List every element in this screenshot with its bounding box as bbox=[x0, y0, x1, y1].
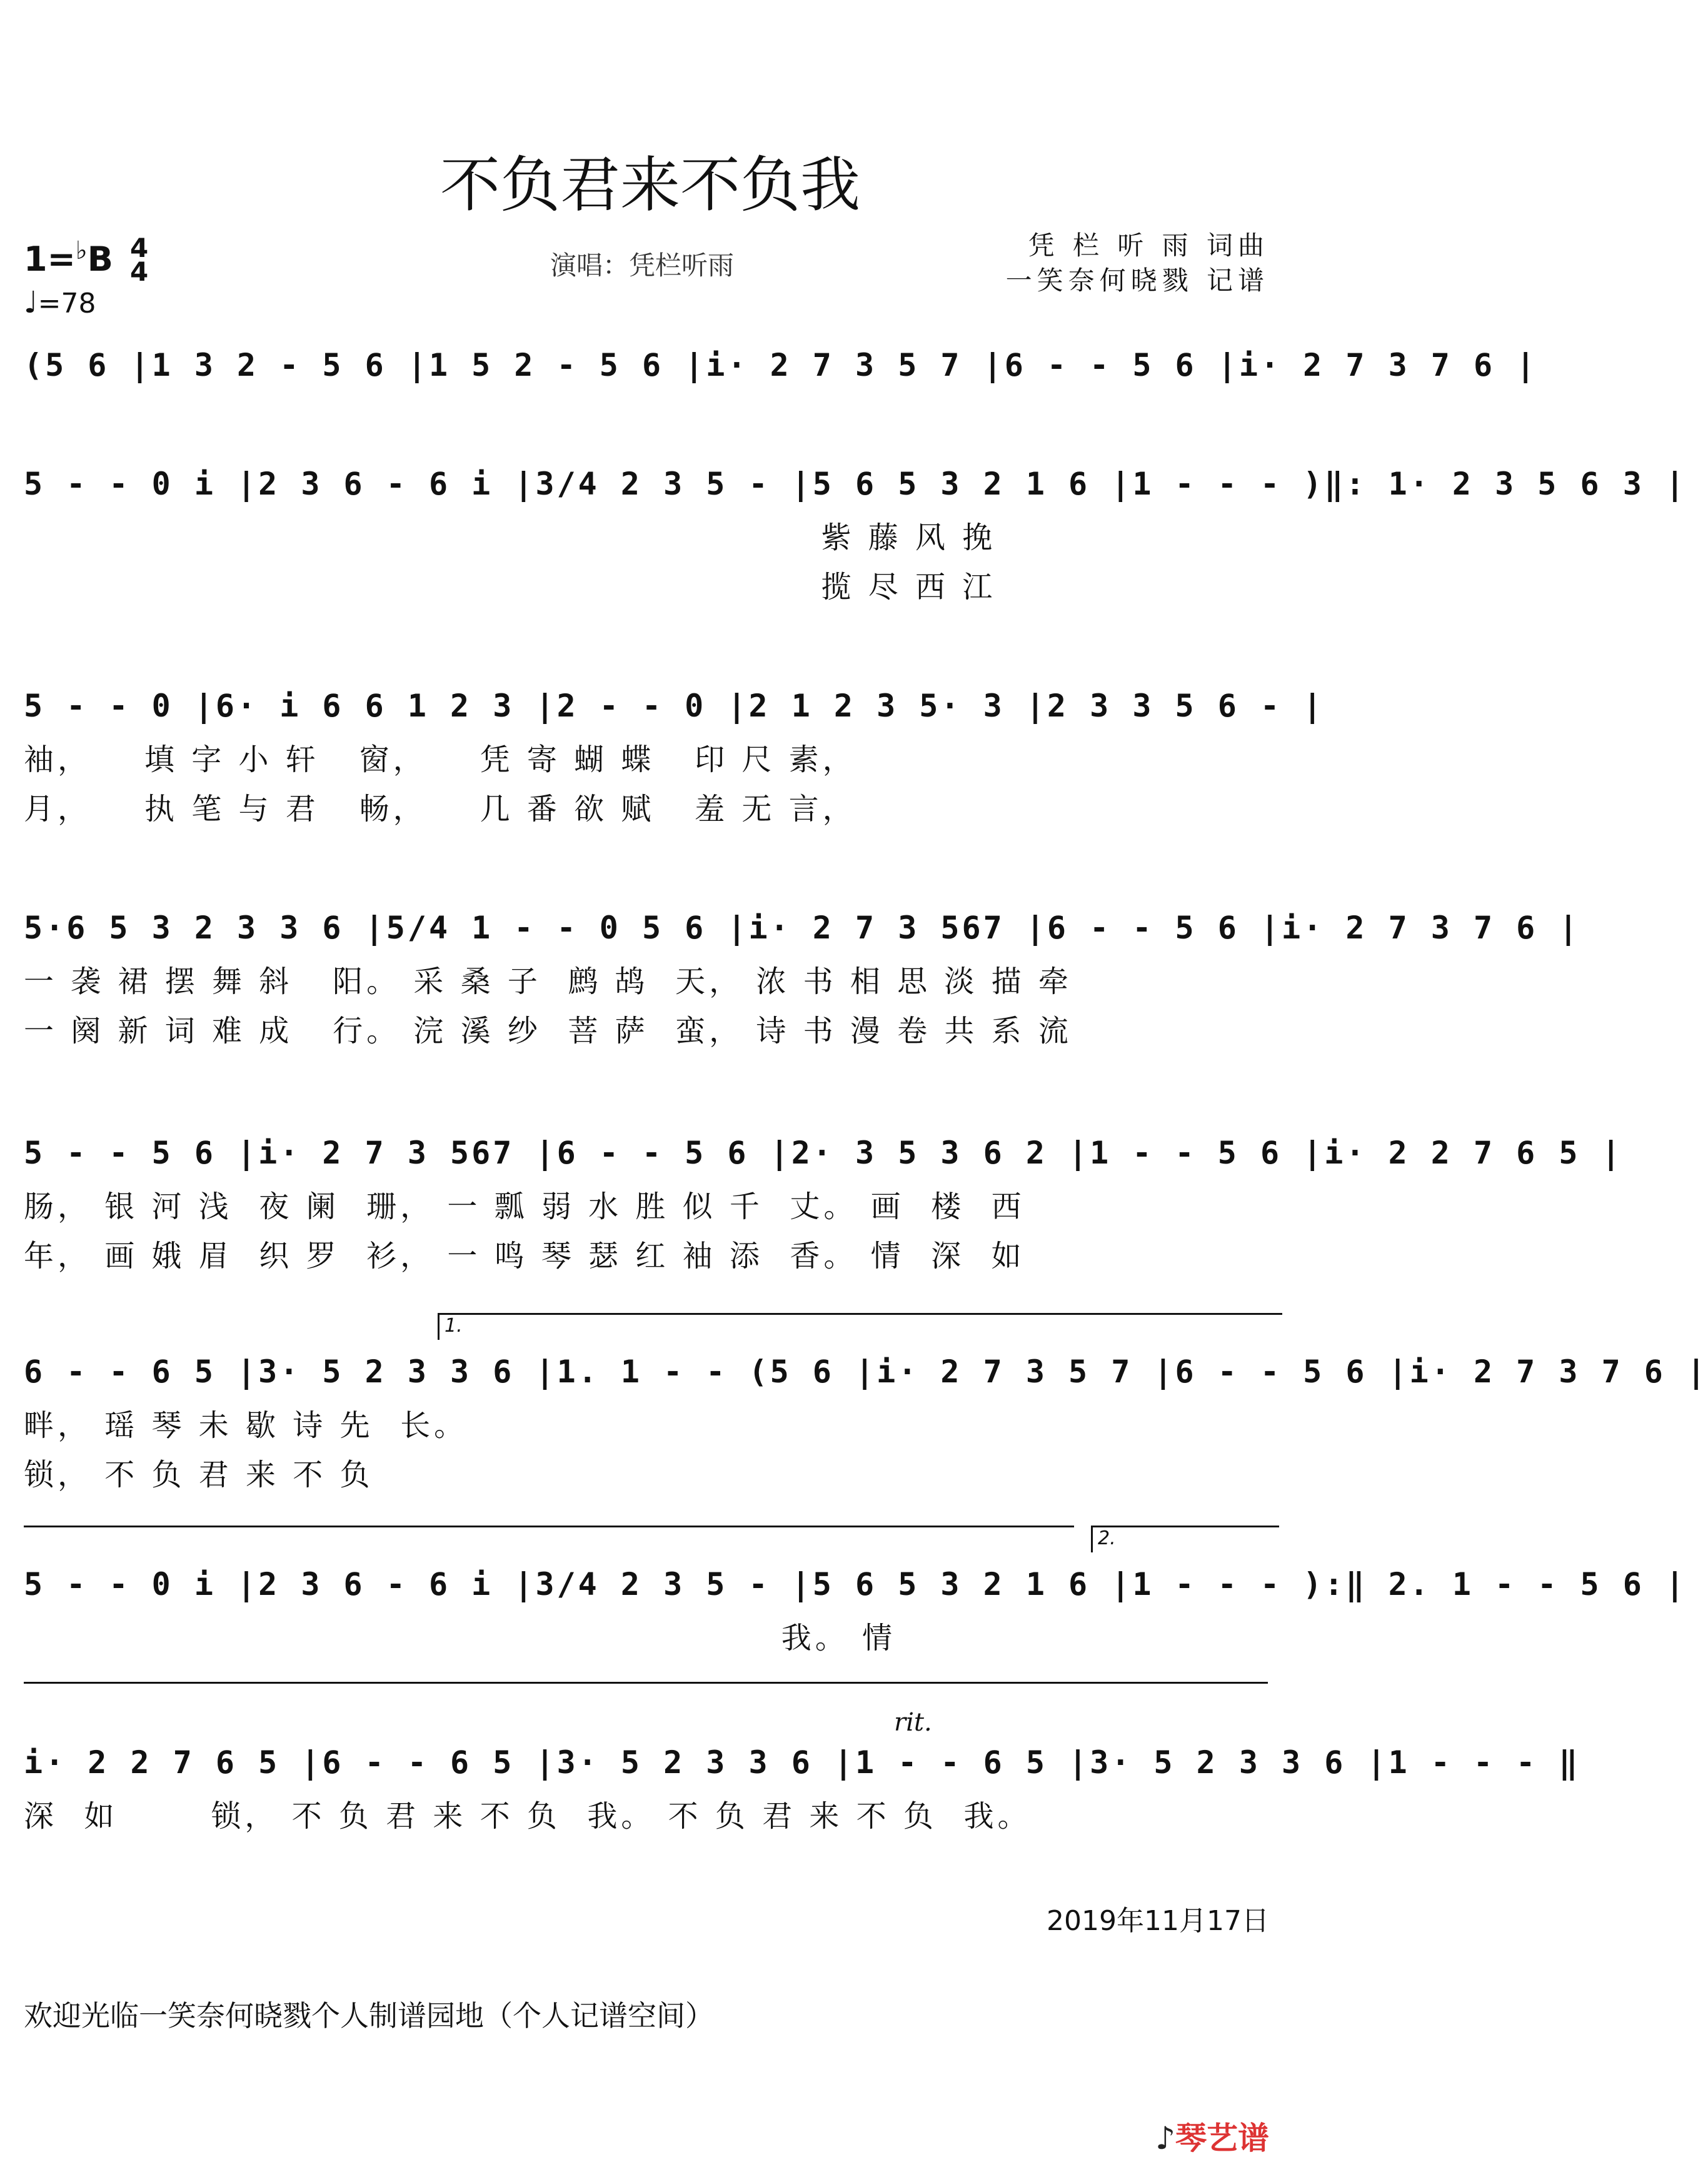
notes-row-4: 5·6 5 3 2 3 3 6 |5/4 1 - - 0 5 6 |i· 2 7 3 567 |6 - - 5 6 |i· 2 7 3 7 6 | bbox=[24, 910, 1580, 946]
logo-text: 琴艺谱 bbox=[1175, 2120, 1269, 2156]
key-prefix: 1= bbox=[24, 239, 76, 279]
transcriber-credit: 一笑奈何晓戮 记谱 bbox=[1005, 265, 1269, 296]
notes-row-1: (5 6 |1 3 2 - 5 6 |1 5 2 - 5 6 |i· 2 7 3 5 7 |6 - - 5 6 |i· 2 7 3 7 6 | bbox=[24, 347, 1538, 383]
lyrics-row-2-verse-2: 揽 尽 西 江 bbox=[24, 570, 997, 605]
volta-first-ending bbox=[438, 1313, 1282, 1340]
volta-second-continuation bbox=[24, 1682, 1268, 1684]
page-title: 不负君来不负我 bbox=[440, 150, 860, 220]
staff-row-3 bbox=[24, 688, 1325, 828]
time-signature bbox=[130, 233, 149, 287]
staff-row-2 bbox=[24, 466, 1687, 606]
key-signature bbox=[24, 236, 113, 279]
lyrics-row-4-verse-2: 一 阕 新 词 难 成 行。 浣 溪 纱 菩 萨 蛮， 诗 书 漫 卷 共 系 流 bbox=[24, 1013, 1072, 1048]
notes-row-3: 5 - - 0 |6· i 6 6 1 2 3 |2 - - 0 |2 1 2 3 5· 3 |2 3 3 5 6 - | bbox=[24, 688, 1325, 724]
volta-first-label: 1. bbox=[445, 1315, 463, 1337]
lyrics-row-3-verse-1: 袖， 填 字 小 轩 窗， 凭 寄 蝴 蝶 印 尺 素， bbox=[24, 742, 857, 777]
notes-row-7: 5 - - 0 i |2 3 6 - 6 i |3/4 2 3 5 - |5 6 5 3 2 1 6 |1 - - - ):‖ 2. 1 - - 5 6 | bbox=[24, 1566, 1687, 1602]
lyrics-row-4-verse-1: 一 袭 裙 摆 舞 斜 阳。 采 桑 子 鹧 鸪 天， 浓 书 相 思 淡 描 牵 bbox=[24, 964, 1072, 999]
tempo-marking bbox=[24, 285, 96, 320]
lyrics-row-2-verse-1: 紫 藤 风 挽 bbox=[24, 520, 997, 555]
staff-row-8 bbox=[24, 1744, 1580, 1835]
staff-row-7 bbox=[24, 1566, 1687, 1657]
notes-row-5: 5 - - 5 6 |i· 2 7 3 567 |6 - - 5 6 |2· 3 5 3 6 2 |1 - - 5 6 |i· 2 2 7 6 5 | bbox=[24, 1135, 1623, 1171]
staff-row-1 bbox=[24, 347, 1538, 383]
lyrics-row-6-verse-2: 锁， 不 负 君 来 不 负 bbox=[24, 1457, 374, 1492]
key-note: B bbox=[87, 239, 113, 279]
site-logo bbox=[1155, 2113, 1269, 2158]
singer-credit: 演唱：凭栏听雨 bbox=[550, 250, 735, 281]
lyrics-row-5-verse-1: 肠， 银 河 浅 夜 阑 珊， 一 瓢 弱 水 胜 似 千 丈。 画 楼 西 bbox=[24, 1189, 1025, 1224]
credits bbox=[1006, 228, 1269, 298]
staff-row-6 bbox=[24, 1354, 1708, 1494]
notes-row-8: i· 2 2 7 6 5 |6 - - 6 5 |3· 5 2 3 3 6 |1 - - 6 5 |3· 5 2 3 3 6 |1 - - - ‖ bbox=[24, 1744, 1580, 1781]
logo-icon: ♪ bbox=[1155, 2120, 1175, 2156]
tempo-value: =78 bbox=[38, 288, 96, 319]
notes-row-2: 5 - - 0 i |2 3 6 - 6 i |3/4 2 3 5 - |5 6 5 3 2 1 6 |1 - - - )‖: 1· 2 3 5 6 3 | bbox=[24, 466, 1687, 502]
composer-credit: 凭 栏 听 雨 词曲 bbox=[1028, 230, 1269, 261]
volta-first-continuation bbox=[24, 1526, 1074, 1527]
lyrics-row-5-verse-2: 年， 画 娥 眉 织 罗 衫， 一 鸣 琴 瑟 红 袖 添 香。 情 深 如 bbox=[24, 1239, 1025, 1274]
lyrics-row-8-verse-1: 深 如 锁， 不 负 君 来 不 负 我。 不 负 君 来 不 负 我。 bbox=[24, 1799, 1032, 1834]
lyrics-row-7-verse-1: 我。 情 bbox=[24, 1621, 896, 1656]
staff-row-5 bbox=[24, 1135, 1623, 1275]
footer-text: 欢迎光临一笑奈何晓戮个人制谱园地（个人记谱空间） bbox=[24, 1999, 714, 2033]
time-signature-bottom: 4 bbox=[130, 256, 149, 287]
lyrics-row-3-verse-2: 月， 执 笔 与 君 畅， 几 番 欲 赋 羞 无 言， bbox=[24, 792, 857, 827]
ritardando-marking: rit. bbox=[894, 1708, 932, 1737]
staff-row-4 bbox=[24, 910, 1580, 1050]
notes-row-6: 6 - - 6 5 |3· 5 2 3 3 6 |1. 1 - - (5 6 |i· 2 7 3 5 7 |6 - - 5 6 |i· 2 7 3 7 6 | bbox=[24, 1354, 1708, 1390]
volta-second-ending bbox=[1091, 1526, 1279, 1552]
lyrics-row-6-verse-1: 畔， 瑶 琴 未 歇 诗 先 长。 bbox=[24, 1408, 468, 1443]
flat-symbol: ♭ bbox=[75, 236, 88, 265]
date-stamp: 2019年11月17日 bbox=[1047, 1905, 1269, 1937]
time-signature-top: 4 bbox=[130, 233, 149, 263]
quarter-note-icon: ♩ bbox=[24, 285, 38, 320]
volta-second-label: 2. bbox=[1098, 1527, 1116, 1549]
